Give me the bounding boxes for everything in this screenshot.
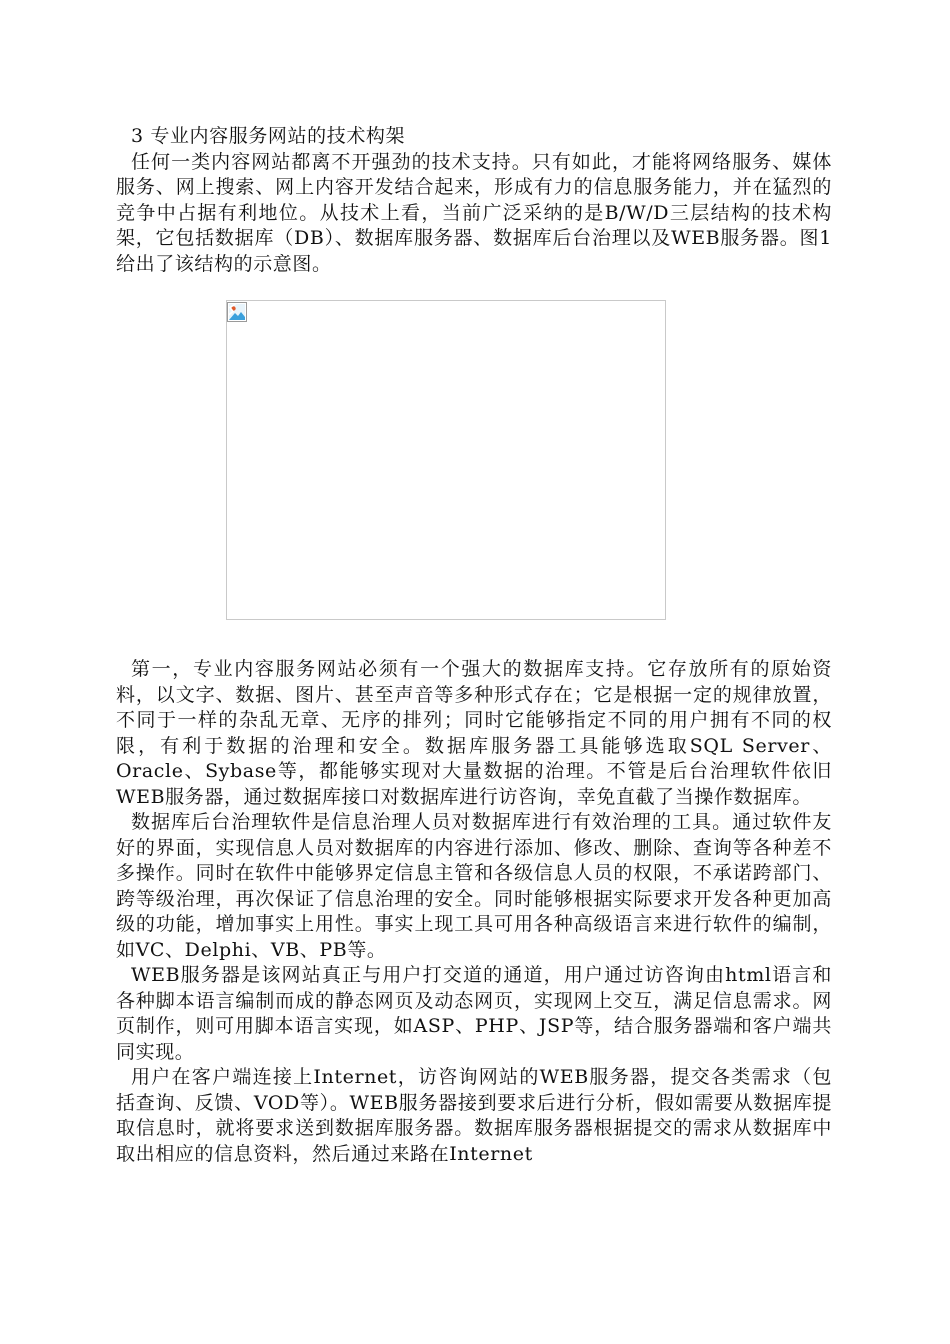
paragraph-backend-management: 数据库后台治理软件是信息治理人员对数据库进行有效治理的工具。通过软件友好的界面，实现信息人员对数据库的内容进行添加、修改、删除、查询等各种差不多操作。同时在软件中能够界定信息主管和各级信息人员的权限，不承诺跨部门、跨等级治理，再次保证了信息治理的安全。同时能够根据实际要求开发各种更加高级的功能，增加事实上用性。事实上现工具可用各种高级语言来进行软件的编制，如VC、Delphi、VB、PB等。 (116, 811, 832, 961)
intro-paragraph: 任何一类内容网站都离不开强劲的技术支持。只有如此，才能将网络服务、媒体服务、网上搜索、网上内容开发结合起来，形成有力的信息服务能力，并在猛烈的竞争中占据有利地位。从技术上看，当前广泛采纳的是B/W/D三层结构的技术构架，它包括数据库（DB）、数据库服务器、数据库后台治理以及WEB服务器。图1给出了该结构的示意图。 (116, 150, 832, 275)
paragraph-web-server: WEB服务器是该网站真正与用户打交道的通道，用户通过访咨询由html语言和各种脚本语言编制而成的静态网页及动态网页，实现网上交互，满足信息需求。网页制作，则可用脚本语言实现，如ASP、PHP、JSP等，结合服务器端和客户端共同实现。 (116, 964, 832, 1063)
figure-1-placeholder (226, 300, 666, 620)
top-text-block (116, 124, 832, 277)
bottom-text-block (116, 657, 832, 1167)
broken-image-icon (227, 302, 247, 322)
section-heading: 3 专业内容服务网站的技术构架 (131, 125, 406, 147)
paragraph-database: 第一，专业内容服务网站必须有一个强大的数据库支持。它存放所有的原始资料，以文字、数据、图片、甚至声音等多种形式存在；它是根据一定的规律放置，不同于一样的杂乱无章、无序的排列；同时它能够指定不同的用户拥有不同的权限，有利于数据的治理和安全。数据库服务器工具能够选取SQL Server、Oracle、Sybase等，都能够实现对大量数据的治理。不管是后台治理软件依旧WEB服务器，通过数据库接口对数据库进行访咨询，幸免直截了当操作数据库。 (116, 658, 832, 808)
paragraph-client-flow: 用户在客户端连接上Internet，访咨询网站的WEB服务器，提交各类需求（包括查询、反馈、VOD等）。WEB服务器接到要求后进行分析，假如需要从数据库提取信息时，就将要求送到数据库服务器。数据库服务器根据提交的需求从数据库中取出相应的信息资料，然后通过来路在Internet (116, 1066, 832, 1165)
